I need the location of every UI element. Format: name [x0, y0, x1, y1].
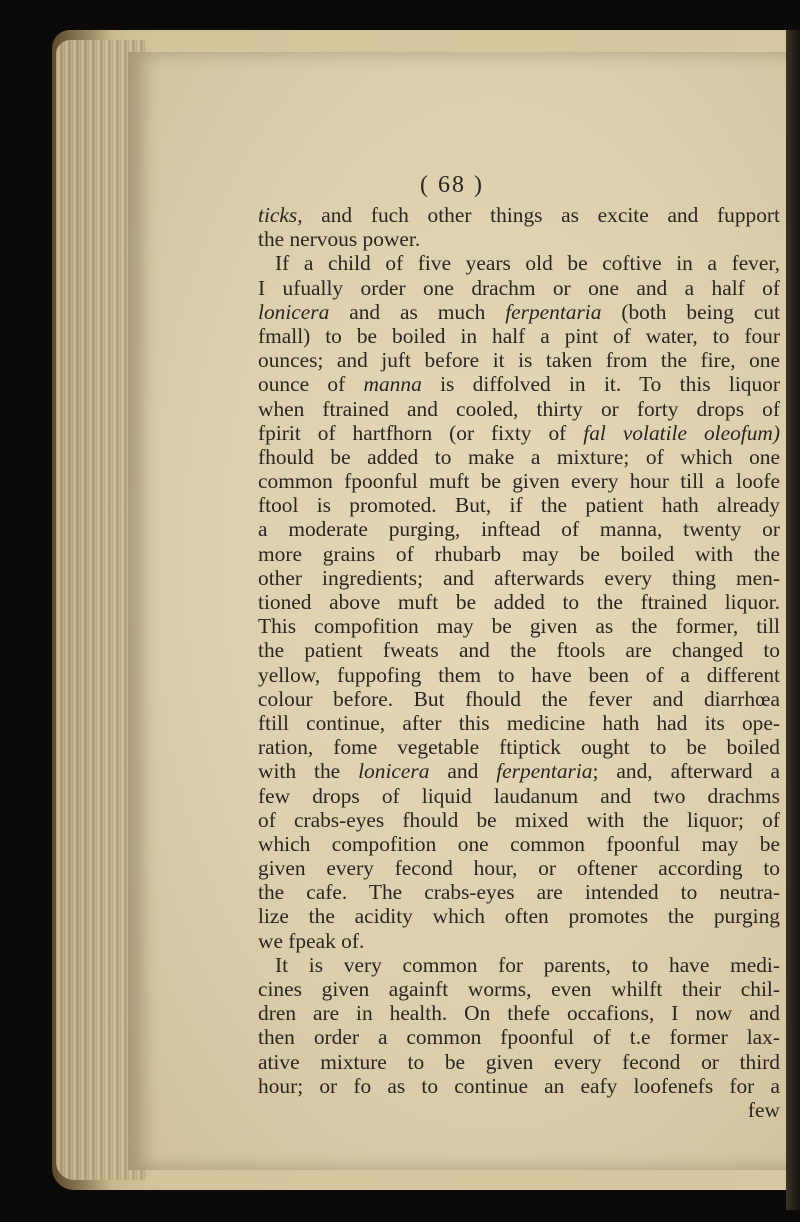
- text-line: [258, 904, 780, 928]
- text-span: and: [429, 759, 497, 784]
- page-gutter-shadow: [786, 30, 800, 1210]
- text-span: If a child of five years old be coftive in a fever,: [275, 251, 780, 276]
- text-line: [258, 953, 780, 977]
- text-line: [258, 517, 780, 541]
- text-span: the patient fweats and the ftools are changed to: [258, 638, 780, 663]
- text-span: It is very common for parents, to have medi-: [275, 952, 780, 977]
- italic-text: ferpentaria: [505, 299, 602, 324]
- text-span: (both being cut: [601, 299, 780, 324]
- text-line: [258, 687, 780, 711]
- text-span: then order a common fpoonful of t.e former lax-: [258, 1025, 780, 1050]
- text-span: the nervous power.: [258, 227, 421, 252]
- text-span: dren are in health. On thefe occafions, I now and: [258, 1001, 780, 1026]
- text-line: [258, 397, 780, 421]
- text-span: more grains of rhubarb may be boiled with the: [258, 541, 780, 566]
- text-span: a moderate purging, inftead of manna, twenty or: [258, 517, 780, 542]
- text-line: [258, 808, 780, 832]
- text-line: [258, 880, 780, 904]
- text-line: [258, 929, 780, 953]
- text-line: [258, 421, 780, 445]
- text-line: [258, 977, 780, 1001]
- text-line: [258, 638, 780, 662]
- text-span: few drops of liquid laudanum and two drachms: [258, 783, 780, 808]
- text-line: [258, 493, 780, 517]
- italic-text: ticks: [258, 203, 298, 227]
- text-span: is diffolved in it. To this liquor: [421, 372, 780, 397]
- page-number: ( 68 ): [420, 172, 484, 198]
- text-line: [258, 614, 780, 638]
- text-span: which compofition one common fpoonful may be: [258, 831, 780, 856]
- text-line: [258, 251, 780, 275]
- text-span: cines given againft worms, even whilft their chil-: [258, 977, 780, 1001]
- italic-text: ferpentaria: [496, 759, 593, 784]
- text-line: [258, 372, 780, 396]
- text-line: [258, 832, 780, 856]
- text-span: the cafe. The crabs-eyes are intended to neutra-: [258, 880, 780, 905]
- text-span: tioned above muft be added to the ftrained liquor.: [258, 590, 780, 614]
- text-span: other ingredients; and afterwards every thing men-: [258, 565, 780, 590]
- text-span: colour before. But fhould the fever and diarrhœa: [258, 686, 780, 711]
- text-line: [258, 1074, 780, 1098]
- text-span: hour; or fo as to continue an eafy loofenefs for a: [258, 1073, 780, 1098]
- text-line: [258, 276, 780, 300]
- text-line: [258, 227, 780, 251]
- text-span: lize the acidity which often promotes the purging: [258, 904, 780, 929]
- text-line: [258, 590, 780, 614]
- text-line: [258, 1001, 780, 1025]
- text-span: ftill continue, after this medicine hath had its ope-: [258, 710, 780, 735]
- body-text: [258, 203, 780, 1122]
- italic-text: lonicera: [258, 299, 330, 324]
- text-line: [258, 1025, 780, 1049]
- text-span: ounce of: [258, 372, 364, 397]
- text-line: [258, 348, 780, 372]
- text-span: common fpoonful muft be given every hour till a loofe: [258, 469, 780, 494]
- text-line: [258, 856, 780, 880]
- text-span: and as much: [329, 299, 506, 324]
- text-span: , and fuch other things as excite and fupport: [297, 203, 780, 227]
- text-line: [258, 663, 780, 687]
- text-span: I ufually order one drachm or one and a half of: [258, 275, 780, 300]
- text-span: fmall) to be boiled in half a pint of water, to four: [258, 323, 780, 348]
- text-line: [258, 566, 780, 590]
- text-line: [258, 324, 780, 348]
- text-line: [258, 1050, 780, 1074]
- text-span: ration, fome vegetable ftiptick ought to be boiled: [258, 735, 780, 760]
- text-span: we fpeak of.: [258, 928, 365, 953]
- italic-text: lonicera: [358, 759, 430, 784]
- text-line: [258, 203, 780, 227]
- text-line: [258, 759, 780, 783]
- text-span: given every fecond hour, or oftener according to: [258, 856, 780, 881]
- text-span: few: [747, 1097, 780, 1122]
- text-span: ative mixture to be given every fecond or third: [258, 1049, 780, 1074]
- text-line: [258, 469, 780, 493]
- text-span: ftool is promoted. But, if the patient hath already: [258, 493, 780, 518]
- text-line: [258, 542, 780, 566]
- text-line: [258, 1098, 780, 1122]
- text-line: [258, 445, 780, 469]
- text-span: fhould be added to make a mixture; of which one: [258, 444, 780, 469]
- text-span: fpirit of hartfhorn (or fixty of: [258, 420, 584, 445]
- text-span: yellow, fuppofing them to have been of a different: [258, 662, 780, 687]
- text-span: This compofition may be given as the former, till: [258, 614, 780, 639]
- italic-text: manna: [363, 372, 422, 397]
- text-span: of crabs-eyes fhould be mixed with the liquor; of: [258, 807, 780, 832]
- text-line: [258, 735, 780, 759]
- text-line: [258, 784, 780, 808]
- text-line: [258, 711, 780, 735]
- italic-text: fal volatile oleofum): [583, 420, 780, 445]
- text-line: [258, 300, 780, 324]
- text-span: ounces; and juft before it is taken from the fire, one: [258, 348, 780, 373]
- text-span: with the: [258, 759, 359, 784]
- text-span: ; and, afterward a: [592, 759, 780, 784]
- text-span: when ftrained and cooled, thirty or forty drops of: [258, 396, 780, 421]
